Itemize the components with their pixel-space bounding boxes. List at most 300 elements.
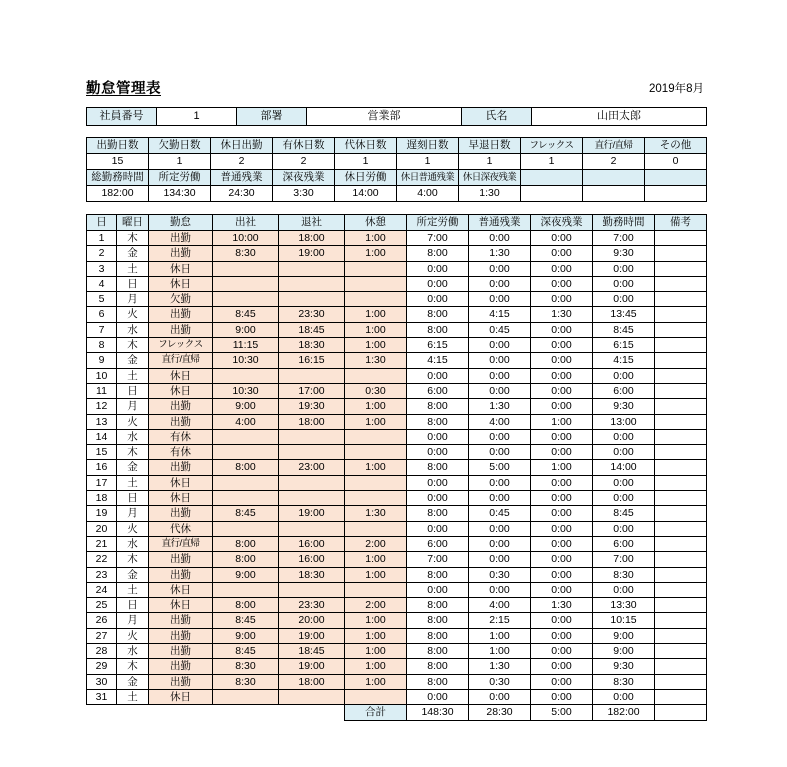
- cell-clock-in[interactable]: 10:00: [213, 231, 279, 246]
- cell-break[interactable]: 1:00: [345, 231, 407, 246]
- summary-value-cell[interactable]: 134:30: [149, 186, 211, 202]
- cell-break[interactable]: [345, 368, 407, 383]
- summary-value-cell[interactable]: 2: [583, 154, 645, 170]
- cell-weekday[interactable]: 金: [117, 674, 149, 689]
- cell-weekday[interactable]: 日: [117, 491, 149, 506]
- cell-break[interactable]: 1:00: [345, 338, 407, 353]
- cell-overtime[interactable]: 5:00: [469, 460, 531, 475]
- cell-clock-in[interactable]: [213, 445, 279, 460]
- cell-status[interactable]: フレックス: [149, 338, 213, 353]
- cell-break[interactable]: 1:30: [345, 506, 407, 521]
- cell-clock-out[interactable]: 19:00: [279, 246, 345, 261]
- cell-night[interactable]: 0:00: [531, 368, 593, 383]
- cell-clock-in[interactable]: 8:45: [213, 307, 279, 322]
- employee-name-value[interactable]: 山田太郎: [532, 108, 707, 126]
- cell-night[interactable]: 0:00: [531, 552, 593, 567]
- cell-day[interactable]: 31: [87, 689, 117, 704]
- cell-clock-in[interactable]: 8:00: [213, 552, 279, 567]
- cell-note[interactable]: [655, 353, 707, 368]
- cell-break[interactable]: 1:00: [345, 307, 407, 322]
- cell-night[interactable]: 1:00: [531, 414, 593, 429]
- cell-total[interactable]: 0:00: [593, 276, 655, 291]
- cell-day[interactable]: 15: [87, 445, 117, 460]
- summary-value-cell[interactable]: [521, 186, 583, 202]
- cell-total[interactable]: 13:00: [593, 414, 655, 429]
- cell-regular[interactable]: 0:00: [407, 276, 469, 291]
- cell-day[interactable]: 28: [87, 644, 117, 659]
- cell-weekday[interactable]: 火: [117, 628, 149, 643]
- cell-overtime[interactable]: 0:00: [469, 582, 531, 597]
- cell-note[interactable]: [655, 475, 707, 490]
- cell-note[interactable]: [655, 307, 707, 322]
- cell-day[interactable]: 3: [87, 261, 117, 276]
- cell-note[interactable]: [655, 552, 707, 567]
- cell-note[interactable]: [655, 521, 707, 536]
- cell-note[interactable]: [655, 567, 707, 582]
- cell-weekday[interactable]: 月: [117, 506, 149, 521]
- cell-clock-in[interactable]: [213, 292, 279, 307]
- cell-status[interactable]: 出勤: [149, 506, 213, 521]
- cell-overtime[interactable]: 0:00: [469, 368, 531, 383]
- department-value[interactable]: 営業部: [307, 108, 462, 126]
- cell-day[interactable]: 13: [87, 414, 117, 429]
- cell-night[interactable]: 1:30: [531, 307, 593, 322]
- cell-note[interactable]: [655, 674, 707, 689]
- cell-status[interactable]: 休日: [149, 582, 213, 597]
- cell-total[interactable]: 0:00: [593, 292, 655, 307]
- cell-note[interactable]: [655, 338, 707, 353]
- cell-regular[interactable]: 8:00: [407, 414, 469, 429]
- summary-value-cell[interactable]: 0: [645, 154, 707, 170]
- cell-day[interactable]: 7: [87, 322, 117, 337]
- cell-night[interactable]: 0:00: [531, 659, 593, 674]
- cell-break[interactable]: [345, 521, 407, 536]
- cell-note[interactable]: [655, 322, 707, 337]
- cell-weekday[interactable]: 土: [117, 475, 149, 490]
- cell-regular[interactable]: 0:00: [407, 368, 469, 383]
- cell-regular[interactable]: 8:00: [407, 613, 469, 628]
- cell-clock-out[interactable]: [279, 261, 345, 276]
- cell-night[interactable]: 0:00: [531, 613, 593, 628]
- cell-clock-out[interactable]: 19:00: [279, 506, 345, 521]
- cell-break[interactable]: 1:00: [345, 460, 407, 475]
- cell-day[interactable]: 18: [87, 491, 117, 506]
- cell-total[interactable]: 7:00: [593, 231, 655, 246]
- cell-status[interactable]: 出勤: [149, 231, 213, 246]
- cell-clock-in[interactable]: [213, 475, 279, 490]
- cell-break[interactable]: 1:00: [345, 322, 407, 337]
- cell-total[interactable]: 0:00: [593, 491, 655, 506]
- cell-total[interactable]: 6:00: [593, 383, 655, 398]
- cell-regular[interactable]: 0:00: [407, 582, 469, 597]
- cell-status[interactable]: 出勤: [149, 414, 213, 429]
- cell-status[interactable]: 休日: [149, 598, 213, 613]
- cell-clock-in[interactable]: 9:00: [213, 322, 279, 337]
- cell-clock-out[interactable]: 23:30: [279, 598, 345, 613]
- cell-day[interactable]: 1: [87, 231, 117, 246]
- cell-break[interactable]: [345, 261, 407, 276]
- cell-clock-out[interactable]: 17:00: [279, 383, 345, 398]
- cell-total[interactable]: 0:00: [593, 368, 655, 383]
- cell-day[interactable]: 12: [87, 399, 117, 414]
- cell-regular[interactable]: 0:00: [407, 475, 469, 490]
- cell-status[interactable]: 出勤: [149, 399, 213, 414]
- cell-night[interactable]: 0:00: [531, 338, 593, 353]
- summary-value-cell[interactable]: 1: [459, 154, 521, 170]
- cell-clock-in[interactable]: 8:00: [213, 460, 279, 475]
- cell-regular[interactable]: 8:00: [407, 644, 469, 659]
- cell-total[interactable]: 8:30: [593, 567, 655, 582]
- cell-note[interactable]: [655, 231, 707, 246]
- cell-night[interactable]: 0:00: [531, 536, 593, 551]
- cell-day[interactable]: 24: [87, 582, 117, 597]
- cell-overtime[interactable]: 4:00: [469, 598, 531, 613]
- cell-overtime[interactable]: 0:00: [469, 383, 531, 398]
- cell-regular[interactable]: 0:00: [407, 261, 469, 276]
- cell-total[interactable]: 4:15: [593, 353, 655, 368]
- cell-clock-out[interactable]: 20:00: [279, 613, 345, 628]
- cell-day[interactable]: 4: [87, 276, 117, 291]
- employee-id-value[interactable]: 1: [157, 108, 237, 126]
- cell-day[interactable]: 9: [87, 353, 117, 368]
- cell-weekday[interactable]: 木: [117, 231, 149, 246]
- cell-weekday[interactable]: 水: [117, 536, 149, 551]
- cell-regular[interactable]: 7:00: [407, 231, 469, 246]
- cell-day[interactable]: 5: [87, 292, 117, 307]
- cell-note[interactable]: [655, 491, 707, 506]
- summary-value-cell[interactable]: 15: [87, 154, 149, 170]
- cell-clock-in[interactable]: [213, 521, 279, 536]
- cell-total[interactable]: 8:45: [593, 506, 655, 521]
- cell-day[interactable]: 29: [87, 659, 117, 674]
- cell-night[interactable]: 0:00: [531, 644, 593, 659]
- cell-overtime[interactable]: 0:00: [469, 292, 531, 307]
- cell-total[interactable]: 9:30: [593, 659, 655, 674]
- cell-status[interactable]: 出勤: [149, 613, 213, 628]
- cell-status[interactable]: 休日: [149, 276, 213, 291]
- cell-night[interactable]: 0:00: [531, 429, 593, 444]
- cell-break[interactable]: [345, 689, 407, 704]
- cell-status[interactable]: 直行/直帰: [149, 536, 213, 551]
- cell-break[interactable]: 1:00: [345, 414, 407, 429]
- cell-overtime[interactable]: 0:00: [469, 521, 531, 536]
- summary-value-cell[interactable]: 1: [335, 154, 397, 170]
- cell-total[interactable]: 6:00: [593, 536, 655, 551]
- cell-night[interactable]: 0:00: [531, 674, 593, 689]
- cell-regular[interactable]: 6:00: [407, 536, 469, 551]
- cell-break[interactable]: 1:00: [345, 659, 407, 674]
- summary-value-cell[interactable]: [645, 186, 707, 202]
- cell-weekday[interactable]: 木: [117, 552, 149, 567]
- cell-total[interactable]: 8:45: [593, 322, 655, 337]
- cell-status[interactable]: 出勤: [149, 460, 213, 475]
- cell-break[interactable]: 1:00: [345, 552, 407, 567]
- cell-total[interactable]: 0:00: [593, 261, 655, 276]
- cell-overtime[interactable]: 2:15: [469, 613, 531, 628]
- cell-overtime[interactable]: 0:00: [469, 475, 531, 490]
- cell-clock-in[interactable]: 4:00: [213, 414, 279, 429]
- cell-night[interactable]: 0:00: [531, 261, 593, 276]
- cell-clock-out[interactable]: 16:00: [279, 552, 345, 567]
- cell-clock-in[interactable]: [213, 429, 279, 444]
- cell-regular[interactable]: 8:00: [407, 399, 469, 414]
- cell-clock-out[interactable]: 16:00: [279, 536, 345, 551]
- cell-weekday[interactable]: 月: [117, 292, 149, 307]
- cell-note[interactable]: [655, 659, 707, 674]
- cell-clock-in[interactable]: [213, 491, 279, 506]
- cell-clock-in[interactable]: 8:00: [213, 598, 279, 613]
- cell-clock-in[interactable]: 9:00: [213, 399, 279, 414]
- cell-total[interactable]: 9:00: [593, 628, 655, 643]
- cell-note[interactable]: [655, 399, 707, 414]
- summary-value-cell[interactable]: 14:00: [335, 186, 397, 202]
- cell-weekday[interactable]: 月: [117, 399, 149, 414]
- cell-clock-in[interactable]: 9:00: [213, 567, 279, 582]
- cell-overtime[interactable]: 0:00: [469, 552, 531, 567]
- cell-total[interactable]: 9:30: [593, 399, 655, 414]
- cell-break[interactable]: 2:00: [345, 536, 407, 551]
- cell-clock-out[interactable]: 23:30: [279, 307, 345, 322]
- cell-clock-in[interactable]: 8:45: [213, 613, 279, 628]
- cell-status[interactable]: 出勤: [149, 246, 213, 261]
- cell-total[interactable]: 13:45: [593, 307, 655, 322]
- cell-day[interactable]: 23: [87, 567, 117, 582]
- cell-note[interactable]: [655, 261, 707, 276]
- cell-overtime[interactable]: 0:45: [469, 322, 531, 337]
- cell-clock-in[interactable]: 11:15: [213, 338, 279, 353]
- cell-night[interactable]: 0:00: [531, 383, 593, 398]
- cell-total[interactable]: 0:00: [593, 582, 655, 597]
- cell-note[interactable]: [655, 276, 707, 291]
- cell-regular[interactable]: 0:00: [407, 521, 469, 536]
- cell-overtime[interactable]: 1:30: [469, 246, 531, 261]
- cell-total[interactable]: 8:30: [593, 674, 655, 689]
- cell-weekday[interactable]: 金: [117, 460, 149, 475]
- cell-weekday[interactable]: 月: [117, 613, 149, 628]
- cell-night[interactable]: 0:00: [531, 628, 593, 643]
- cell-status[interactable]: 休日: [149, 383, 213, 398]
- cell-break[interactable]: 1:30: [345, 353, 407, 368]
- cell-clock-out[interactable]: [279, 689, 345, 704]
- cell-status[interactable]: 休日: [149, 689, 213, 704]
- cell-weekday[interactable]: 火: [117, 307, 149, 322]
- cell-note[interactable]: [655, 506, 707, 521]
- cell-regular[interactable]: 7:00: [407, 552, 469, 567]
- cell-overtime[interactable]: 0:45: [469, 506, 531, 521]
- cell-break[interactable]: [345, 292, 407, 307]
- summary-value-cell[interactable]: 4:00: [397, 186, 459, 202]
- summary-value-cell[interactable]: 1: [149, 154, 211, 170]
- cell-break[interactable]: 1:00: [345, 674, 407, 689]
- cell-overtime[interactable]: 4:00: [469, 414, 531, 429]
- cell-night[interactable]: 0:00: [531, 582, 593, 597]
- cell-regular[interactable]: 0:00: [407, 292, 469, 307]
- summary-value-cell[interactable]: [583, 186, 645, 202]
- cell-break[interactable]: 1:00: [345, 613, 407, 628]
- cell-status[interactable]: 出勤: [149, 322, 213, 337]
- cell-clock-out[interactable]: [279, 521, 345, 536]
- cell-break[interactable]: 2:00: [345, 598, 407, 613]
- cell-day[interactable]: 25: [87, 598, 117, 613]
- cell-status[interactable]: 出勤: [149, 628, 213, 643]
- cell-break[interactable]: [345, 276, 407, 291]
- cell-clock-out[interactable]: 18:30: [279, 567, 345, 582]
- cell-note[interactable]: [655, 628, 707, 643]
- cell-break[interactable]: 1:00: [345, 567, 407, 582]
- cell-clock-in[interactable]: 9:00: [213, 628, 279, 643]
- cell-note[interactable]: [655, 582, 707, 597]
- cell-regular[interactable]: 0:00: [407, 429, 469, 444]
- cell-night[interactable]: 0:00: [531, 567, 593, 582]
- cell-total[interactable]: 0:00: [593, 475, 655, 490]
- cell-regular[interactable]: 8:00: [407, 460, 469, 475]
- cell-overtime[interactable]: 0:00: [469, 689, 531, 704]
- cell-regular[interactable]: 4:15: [407, 353, 469, 368]
- cell-break[interactable]: [345, 582, 407, 597]
- cell-clock-out[interactable]: 18:45: [279, 322, 345, 337]
- cell-night[interactable]: 1:00: [531, 460, 593, 475]
- cell-total[interactable]: 0:00: [593, 689, 655, 704]
- cell-weekday[interactable]: 水: [117, 644, 149, 659]
- cell-clock-out[interactable]: 18:00: [279, 414, 345, 429]
- cell-status[interactable]: 休日: [149, 475, 213, 490]
- cell-clock-in[interactable]: 8:30: [213, 674, 279, 689]
- cell-day[interactable]: 19: [87, 506, 117, 521]
- cell-note[interactable]: [655, 644, 707, 659]
- cell-overtime[interactable]: 1:00: [469, 628, 531, 643]
- cell-day[interactable]: 20: [87, 521, 117, 536]
- cell-break[interactable]: [345, 445, 407, 460]
- cell-status[interactable]: 欠勤: [149, 292, 213, 307]
- cell-weekday[interactable]: 土: [117, 689, 149, 704]
- cell-clock-out[interactable]: 16:15: [279, 353, 345, 368]
- cell-overtime[interactable]: 0:00: [469, 445, 531, 460]
- cell-night[interactable]: 0:00: [531, 506, 593, 521]
- cell-note[interactable]: [655, 246, 707, 261]
- cell-day[interactable]: 14: [87, 429, 117, 444]
- cell-night[interactable]: 0:00: [531, 292, 593, 307]
- cell-day[interactable]: 17: [87, 475, 117, 490]
- cell-night[interactable]: 0:00: [531, 353, 593, 368]
- cell-overtime[interactable]: 1:00: [469, 644, 531, 659]
- cell-night[interactable]: 0:00: [531, 246, 593, 261]
- cell-weekday[interactable]: 水: [117, 322, 149, 337]
- cell-weekday[interactable]: 日: [117, 276, 149, 291]
- cell-total[interactable]: 0:00: [593, 445, 655, 460]
- cell-regular[interactable]: 6:00: [407, 383, 469, 398]
- cell-status[interactable]: 有休: [149, 445, 213, 460]
- cell-clock-in[interactable]: 8:45: [213, 644, 279, 659]
- cell-overtime[interactable]: 0:00: [469, 353, 531, 368]
- cell-total[interactable]: 0:00: [593, 429, 655, 444]
- cell-total[interactable]: 7:00: [593, 552, 655, 567]
- cell-note[interactable]: [655, 536, 707, 551]
- cell-clock-out[interactable]: [279, 491, 345, 506]
- cell-clock-out[interactable]: [279, 445, 345, 460]
- summary-value-cell[interactable]: 182:00: [87, 186, 149, 202]
- cell-clock-out[interactable]: 18:00: [279, 231, 345, 246]
- summary-value-cell[interactable]: 24:30: [211, 186, 273, 202]
- cell-status[interactable]: 出勤: [149, 674, 213, 689]
- cell-overtime[interactable]: 0:00: [469, 491, 531, 506]
- cell-weekday[interactable]: 土: [117, 582, 149, 597]
- cell-regular[interactable]: 8:00: [407, 506, 469, 521]
- cell-clock-out[interactable]: 19:30: [279, 399, 345, 414]
- cell-status[interactable]: 代休: [149, 521, 213, 536]
- cell-clock-in[interactable]: 8:45: [213, 506, 279, 521]
- cell-day[interactable]: 30: [87, 674, 117, 689]
- cell-note[interactable]: [655, 368, 707, 383]
- cell-note[interactable]: [655, 613, 707, 628]
- cell-weekday[interactable]: 金: [117, 567, 149, 582]
- cell-clock-out[interactable]: 23:00: [279, 460, 345, 475]
- cell-break[interactable]: 0:30: [345, 383, 407, 398]
- cell-break[interactable]: [345, 491, 407, 506]
- cell-regular[interactable]: 8:00: [407, 246, 469, 261]
- cell-clock-out[interactable]: [279, 276, 345, 291]
- cell-day[interactable]: 6: [87, 307, 117, 322]
- cell-clock-out[interactable]: [279, 368, 345, 383]
- cell-day[interactable]: 16: [87, 460, 117, 475]
- cell-overtime[interactable]: 0:00: [469, 338, 531, 353]
- cell-clock-out[interactable]: [279, 292, 345, 307]
- cell-status[interactable]: 有休: [149, 429, 213, 444]
- cell-clock-in[interactable]: [213, 368, 279, 383]
- cell-clock-out[interactable]: 18:45: [279, 644, 345, 659]
- cell-weekday[interactable]: 木: [117, 338, 149, 353]
- cell-weekday[interactable]: 金: [117, 353, 149, 368]
- cell-note[interactable]: [655, 689, 707, 704]
- cell-note[interactable]: [655, 445, 707, 460]
- cell-regular[interactable]: 0:00: [407, 491, 469, 506]
- cell-night[interactable]: 0:00: [531, 689, 593, 704]
- cell-break[interactable]: 1:00: [345, 644, 407, 659]
- cell-clock-in[interactable]: 10:30: [213, 353, 279, 368]
- cell-regular[interactable]: 8:00: [407, 659, 469, 674]
- cell-day[interactable]: 26: [87, 613, 117, 628]
- cell-regular[interactable]: 8:00: [407, 674, 469, 689]
- cell-overtime[interactable]: 0:00: [469, 261, 531, 276]
- cell-status[interactable]: 休日: [149, 491, 213, 506]
- summary-value-cell[interactable]: 2: [273, 154, 335, 170]
- cell-weekday[interactable]: 火: [117, 414, 149, 429]
- cell-day[interactable]: 10: [87, 368, 117, 383]
- cell-regular[interactable]: 6:15: [407, 338, 469, 353]
- cell-regular[interactable]: 8:00: [407, 322, 469, 337]
- cell-regular[interactable]: 0:00: [407, 445, 469, 460]
- cell-status[interactable]: 出勤: [149, 307, 213, 322]
- cell-clock-in[interactable]: 8:00: [213, 536, 279, 551]
- cell-night[interactable]: 0:00: [531, 322, 593, 337]
- cell-note[interactable]: [655, 292, 707, 307]
- cell-weekday[interactable]: 木: [117, 445, 149, 460]
- cell-weekday[interactable]: 木: [117, 659, 149, 674]
- cell-total[interactable]: 0:00: [593, 521, 655, 536]
- cell-note[interactable]: [655, 429, 707, 444]
- cell-clock-out[interactable]: 18:30: [279, 338, 345, 353]
- cell-clock-in[interactable]: 8:30: [213, 246, 279, 261]
- cell-break[interactable]: [345, 475, 407, 490]
- cell-total[interactable]: 14:00: [593, 460, 655, 475]
- cell-break[interactable]: 1:00: [345, 628, 407, 643]
- cell-break[interactable]: 1:00: [345, 246, 407, 261]
- cell-night[interactable]: 0:00: [531, 521, 593, 536]
- cell-weekday[interactable]: 日: [117, 383, 149, 398]
- cell-clock-out[interactable]: [279, 429, 345, 444]
- cell-regular[interactable]: 0:00: [407, 689, 469, 704]
- cell-day[interactable]: 22: [87, 552, 117, 567]
- summary-value-cell[interactable]: 1: [397, 154, 459, 170]
